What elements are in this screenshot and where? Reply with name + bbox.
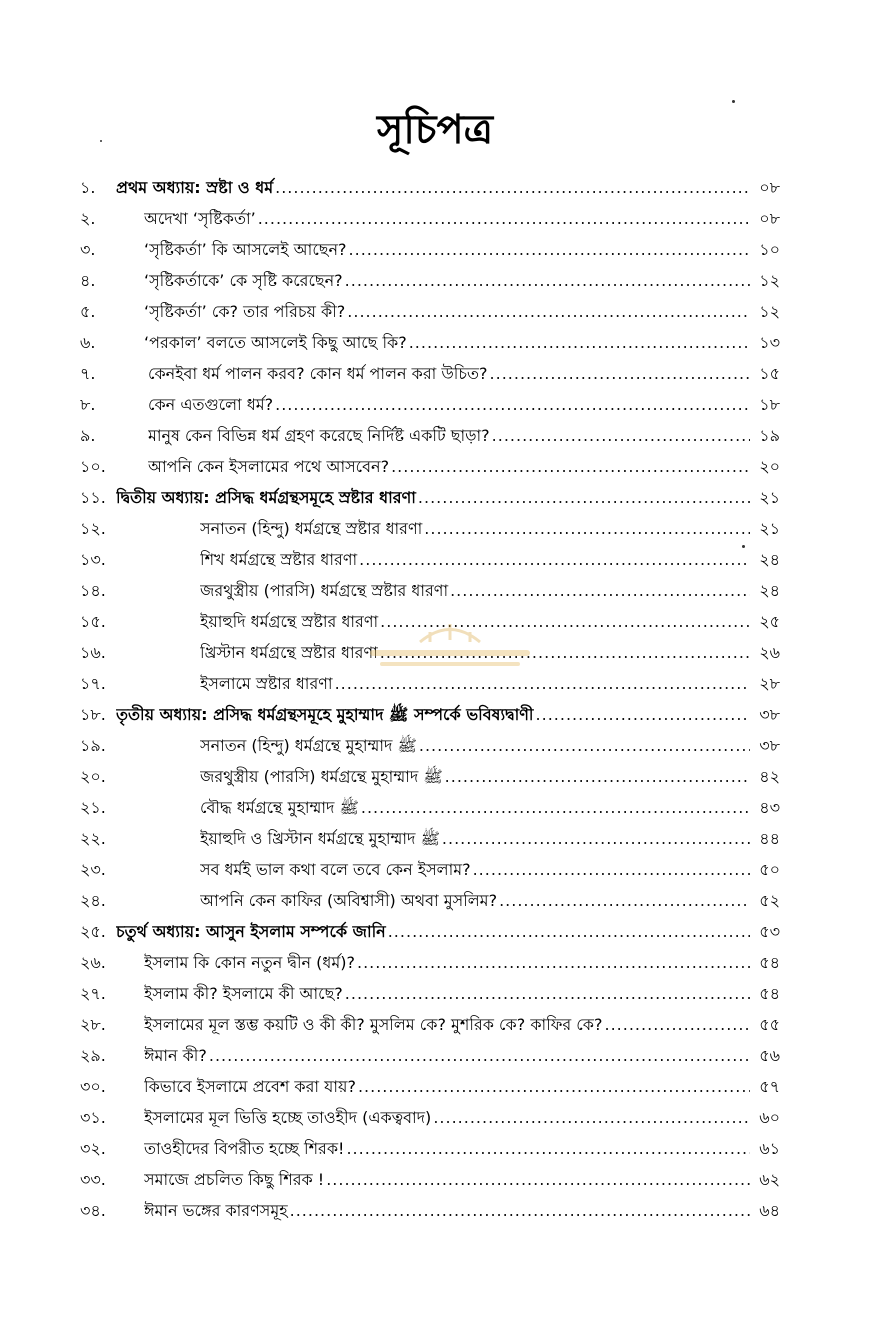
toc-entry — [116, 916, 750, 947]
toc-entry-number: ২১. — [80, 798, 106, 817]
toc-entry-number: ১. — [80, 178, 96, 197]
toc-page-number: ৩৮ — [759, 705, 780, 724]
toc-row — [0, 792, 870, 823]
toc-row — [0, 1009, 870, 1040]
toc-entry-title: জরথুস্ত্রীয় (পারসি) ধর্মগ্রন্থে স্রষ্টার ধারণা — [200, 581, 449, 600]
toc-entry-number: ৩২. — [80, 1139, 106, 1158]
toc-page-number: ২৮ — [759, 674, 780, 693]
toc-row — [0, 203, 870, 234]
dot-leader — [536, 699, 750, 730]
toc-entry — [200, 792, 750, 823]
dot-leader — [349, 234, 750, 265]
page-title: সূচিপত্র — [377, 106, 493, 153]
dot-leader — [492, 420, 750, 451]
toc-entry — [148, 358, 750, 389]
dot-leader — [275, 172, 750, 203]
toc-entry — [144, 947, 750, 978]
toc-entry-title: ‘সৃষ্টিকর্তা’ কে? তার পরিচয় কী? — [144, 302, 346, 321]
toc-entry-title: সনাতন (হিন্দু) ধর্মগ্রন্থে স্রষ্টার ধারণা — [200, 519, 423, 538]
toc-page-number: ৬৪ — [759, 1201, 780, 1220]
scan-speck — [742, 545, 745, 548]
toc-entry-title: তাওহীদের বিপরীত হচ্ছে শিরক! — [144, 1139, 345, 1158]
toc-entry-title: সব ধর্মই ভাল কথা বলে তবে কেন ইসলাম? — [200, 860, 471, 879]
toc-entry — [144, 978, 750, 1009]
toc-page-number: ২১ — [759, 519, 780, 538]
dot-leader — [419, 730, 750, 761]
toc-entry-title: আপনি কেন ইসলামের পথে আসবেন? — [148, 457, 390, 476]
toc-row — [0, 761, 870, 792]
toc-row — [0, 1071, 870, 1102]
toc-entry-title: ইয়াহুদি ও খ্রিস্টান ধর্মগ্রন্থে মুহাম্মাদ ﷺ — [200, 829, 440, 848]
toc-row — [0, 265, 870, 296]
dot-leader — [326, 1164, 750, 1195]
dot-leader — [433, 1102, 750, 1133]
toc-row — [0, 296, 870, 327]
toc-entry — [144, 327, 750, 358]
toc-page-number: ৫৫ — [759, 1015, 780, 1034]
toc-entry — [116, 482, 750, 513]
toc-page-number: ০৮ — [759, 209, 780, 228]
toc-entry-number: ১৭. — [80, 674, 106, 693]
toc-row — [0, 854, 870, 885]
toc-row — [0, 234, 870, 265]
toc-row — [0, 544, 870, 575]
toc-row — [0, 575, 870, 606]
toc-entry — [148, 451, 750, 482]
toc-entry — [148, 420, 750, 451]
toc-page-number: ২০ — [759, 457, 780, 476]
toc-row — [0, 1195, 870, 1226]
toc-entry-number: ২৫. — [80, 922, 106, 941]
toc-entry — [116, 172, 750, 203]
toc-page-number: ৫৪ — [759, 953, 780, 972]
toc-entry-title: জরথুস্ত্রীয় (পারসি) ধর্মগ্রন্থে মুহাম্মাদ ﷺ — [200, 767, 443, 786]
dot-leader — [347, 296, 750, 327]
toc-entry-title: ইসলাম কি কোন নতুন দ্বীন (ধর্ম)? — [144, 953, 355, 972]
toc-page-number: ৪২ — [759, 767, 780, 786]
toc-entry — [144, 1009, 750, 1040]
toc-page-number: ৫০ — [759, 860, 780, 879]
toc-entry — [144, 203, 750, 234]
dot-leader — [605, 1009, 751, 1040]
toc-page-number: ৩৮ — [759, 736, 780, 755]
dot-leader — [388, 916, 750, 947]
toc-page-number: ৬২ — [759, 1170, 780, 1189]
toc-entry — [200, 513, 750, 544]
toc-chapter-title: দ্বিতীয় অধ্যায়: প্রসিদ্ধ ধর্মগ্রন্থসমূহে স্রষ্টার ধারণা — [116, 488, 416, 507]
toc-entry — [148, 389, 750, 420]
toc-entry-number: ৪. — [80, 271, 96, 290]
toc-page-number: ৪৪ — [759, 829, 780, 848]
toc-entry-title: কেন এতগুলো ধর্ম? — [148, 395, 274, 414]
toc-entry-number: ১১. — [80, 488, 106, 507]
dot-leader — [473, 854, 750, 885]
toc-chapter-title: প্রথম অধ্যায়: স্রষ্টা ও ধর্ম — [116, 178, 274, 197]
toc-entry-title: ‘সৃষ্টিকর্তা’ কি আসলেই আছেন? — [144, 240, 347, 259]
toc-entry-title: সমাজে প্রচলিত কিছু শিরক ! — [144, 1170, 325, 1189]
toc-entry-number: ১৩. — [80, 550, 106, 569]
publisher-watermark — [350, 612, 550, 692]
toc-entry-number: ১২. — [80, 519, 106, 538]
dot-leader — [345, 265, 750, 296]
toc-entry-number: ২৮. — [80, 1015, 106, 1034]
toc-entry-number: ৩১. — [80, 1108, 106, 1127]
toc-page-number: ৫২ — [759, 891, 780, 910]
toc-row — [0, 699, 870, 730]
toc-page-number: ২৪ — [759, 550, 780, 569]
toc-entry-title: ইসলামের মূল স্তম্ভ কয়টি ও কী কী? মুসলিম কে? মুশরিক কে? কাফির কে? — [144, 1015, 603, 1034]
toc-entry — [144, 265, 750, 296]
toc-page-number: ১৫ — [759, 364, 780, 383]
toc-entry-title: ‘সৃষ্টিকর্তাকে’ কে সৃষ্টি করেছেন? — [144, 271, 343, 290]
toc-entry — [144, 1071, 750, 1102]
toc-entry — [200, 730, 750, 761]
toc-row — [0, 947, 870, 978]
toc-page-number: ৬১ — [759, 1139, 780, 1158]
toc-entry-number: ৭. — [80, 364, 96, 383]
toc-entry-number: ২৭. — [80, 984, 106, 1003]
toc-page-number: ১৮ — [759, 395, 780, 414]
toc-entry-number: ৮. — [80, 395, 96, 414]
dot-leader — [424, 513, 750, 544]
toc-page-number: ৬০ — [759, 1108, 780, 1127]
dot-leader — [345, 978, 750, 1009]
toc-entry — [200, 575, 750, 606]
toc-page-number: ১৯ — [759, 426, 780, 445]
dot-leader — [490, 358, 750, 389]
toc-page-number: ১২ — [759, 271, 780, 290]
scan-speck — [100, 140, 102, 142]
toc-entry-title: বৌদ্ধ ধর্মগ্রন্থে মুহাম্মাদ ﷺ — [200, 798, 359, 817]
toc-chapter-title: তৃতীয় অধ্যায়: প্রসিদ্ধ ধর্মগ্রন্থসমূহে মুহাম্মাদ ﷺ সম্পর্কে ভবিষ্যদ্বাণী — [116, 705, 534, 724]
toc-entry — [144, 234, 750, 265]
toc-row — [0, 327, 870, 358]
toc-page-number: ৫৭ — [759, 1077, 780, 1096]
toc-entry-title: কেনইবা ধর্ম পালন করব? কোন ধর্ম পালন করা উচিত? — [148, 364, 488, 383]
toc-entry — [144, 1164, 750, 1195]
dot-leader — [346, 1133, 750, 1164]
dot-leader — [418, 482, 750, 513]
toc-row — [0, 1133, 870, 1164]
toc-entry-number: ২৯. — [80, 1046, 106, 1065]
toc-page-number: ৫৬ — [759, 1046, 780, 1065]
toc-entry-title: ইসলামে স্রষ্টার ধারণা — [200, 674, 333, 693]
toc-entry-title: ঈমান কী? — [144, 1046, 207, 1065]
toc-entry-title: মানুষ কেন বিভিন্ন ধর্ম গ্রহণ করেছে নির্দিষ্ট একটি ছাড়া? — [148, 426, 490, 445]
toc-entry-title: ইসলাম কী? ইসলামে কী আছে? — [144, 984, 343, 1003]
toc-entry — [200, 854, 750, 885]
dot-leader — [358, 1071, 750, 1102]
toc-row — [0, 823, 870, 854]
toc-entry — [200, 885, 750, 916]
toc-row — [0, 1040, 870, 1071]
toc-entry-number: ১৫. — [80, 612, 106, 631]
dot-leader — [450, 575, 750, 606]
toc-page-number: ৫৩ — [759, 922, 780, 941]
toc-row — [0, 978, 870, 1009]
toc-entry-number: ১৬. — [80, 643, 106, 662]
toc-entry — [116, 699, 750, 730]
toc-row — [0, 1102, 870, 1133]
toc-entry-number: ২৬. — [80, 953, 106, 972]
toc-row — [0, 389, 870, 420]
toc-entry-title: কিভাবে ইসলামে প্রবেশ করা যায়? — [144, 1077, 356, 1096]
toc-row — [0, 358, 870, 389]
toc-row — [0, 885, 870, 916]
toc-row — [0, 172, 870, 203]
toc-entry-number: ১৮. — [80, 705, 106, 724]
toc-entry-number: ২০. — [80, 767, 106, 786]
dot-leader — [499, 885, 750, 916]
toc-entry-number: ২৪. — [80, 891, 106, 910]
toc-row — [0, 1164, 870, 1195]
toc-page-number: ২৪ — [759, 581, 780, 600]
toc-row — [0, 451, 870, 482]
toc-entry-number: ২. — [80, 209, 96, 228]
toc-entry — [144, 1040, 750, 1071]
toc-page-number: ১৩ — [759, 333, 780, 352]
toc-page-number: ৪৩ — [759, 798, 780, 817]
dot-leader — [391, 451, 750, 482]
toc-entry — [144, 296, 750, 327]
toc-entry-number: ১০. — [80, 457, 106, 476]
toc-entry — [200, 761, 750, 792]
toc-entry-number: ৯. — [80, 426, 96, 445]
toc-page-number: ৫৪ — [759, 984, 780, 1003]
toc-page-number: ২৬ — [759, 643, 780, 662]
toc-entry — [144, 1102, 750, 1133]
dot-leader — [359, 544, 750, 575]
toc-row — [0, 916, 870, 947]
dot-leader — [357, 947, 750, 978]
dot-leader — [258, 203, 750, 234]
dot-leader — [290, 1195, 750, 1226]
toc-entry — [200, 823, 750, 854]
toc-entry-number: ২৩. — [80, 860, 106, 879]
toc-entry-number: ৩৪. — [80, 1201, 106, 1220]
toc-row — [0, 420, 870, 451]
toc-entry-title: ইয়াহুদি ধর্মগ্রন্থে স্রষ্টার ধারণা — [200, 612, 379, 631]
toc-entry-number: ৩. — [80, 240, 96, 259]
toc-row — [0, 730, 870, 761]
dot-leader — [445, 761, 750, 792]
toc-entry-number: ৬. — [80, 333, 96, 352]
toc-page-number: ২৫ — [759, 612, 780, 631]
toc-entry-title: খ্রিস্টান ধর্মগ্রন্থে স্রষ্টার ধারণা — [200, 643, 378, 662]
toc-entry-title: ঈমান ভঙ্গের কারণসমূহ — [144, 1201, 288, 1220]
toc-page-number: ১২ — [759, 302, 780, 321]
toc-row — [0, 482, 870, 513]
toc-entry-number: ৫. — [80, 302, 96, 321]
toc-entry-number: ৩০. — [80, 1077, 106, 1096]
toc-entry-number: ২২. — [80, 829, 106, 848]
toc-row — [0, 513, 870, 544]
toc-chapter-title: চতুর্থ অধ্যায়: আসুন ইসলাম সম্পর্কে জানি — [116, 922, 386, 941]
dot-leader — [209, 1040, 750, 1071]
scan-speck — [732, 100, 735, 103]
toc-entry-number: ১৪. — [80, 581, 106, 600]
toc-entry-title: ‘পরকাল’ বলতে আসলেই কিছু আছে কি? — [144, 333, 407, 352]
toc-entry-title: শিখ ধর্মগ্রন্থে স্রষ্টার ধারণা — [200, 550, 358, 569]
toc-entry — [144, 1133, 750, 1164]
dot-leader — [275, 389, 750, 420]
dot-leader — [361, 792, 750, 823]
dot-leader — [442, 823, 750, 854]
toc-page-number: ১০ — [759, 240, 780, 259]
toc-entry-title: আপনি কেন কাফির (অবিশ্বাসী) অথবা মুসলিম? — [200, 891, 498, 910]
toc-entry-number: ৩৩. — [80, 1170, 106, 1189]
dot-leader — [409, 327, 750, 358]
toc-page-number: ০৮ — [759, 178, 780, 197]
toc-page-number: ২১ — [759, 488, 780, 507]
toc-entry — [144, 1195, 750, 1226]
toc-entry-title: অদেখা ‘সৃষ্টিকর্তা’ — [144, 209, 256, 228]
toc-entry-title: ইসলামের মূল ভিত্তি হচ্ছে তাওহীদ (একত্ববাদ) — [144, 1108, 432, 1127]
toc-entry-title: সনাতন (হিন্দু) ধর্মগ্রন্থে মুহাম্মাদ ﷺ — [200, 736, 417, 755]
toc-entry — [200, 544, 750, 575]
toc-entry-number: ১৯. — [80, 736, 106, 755]
